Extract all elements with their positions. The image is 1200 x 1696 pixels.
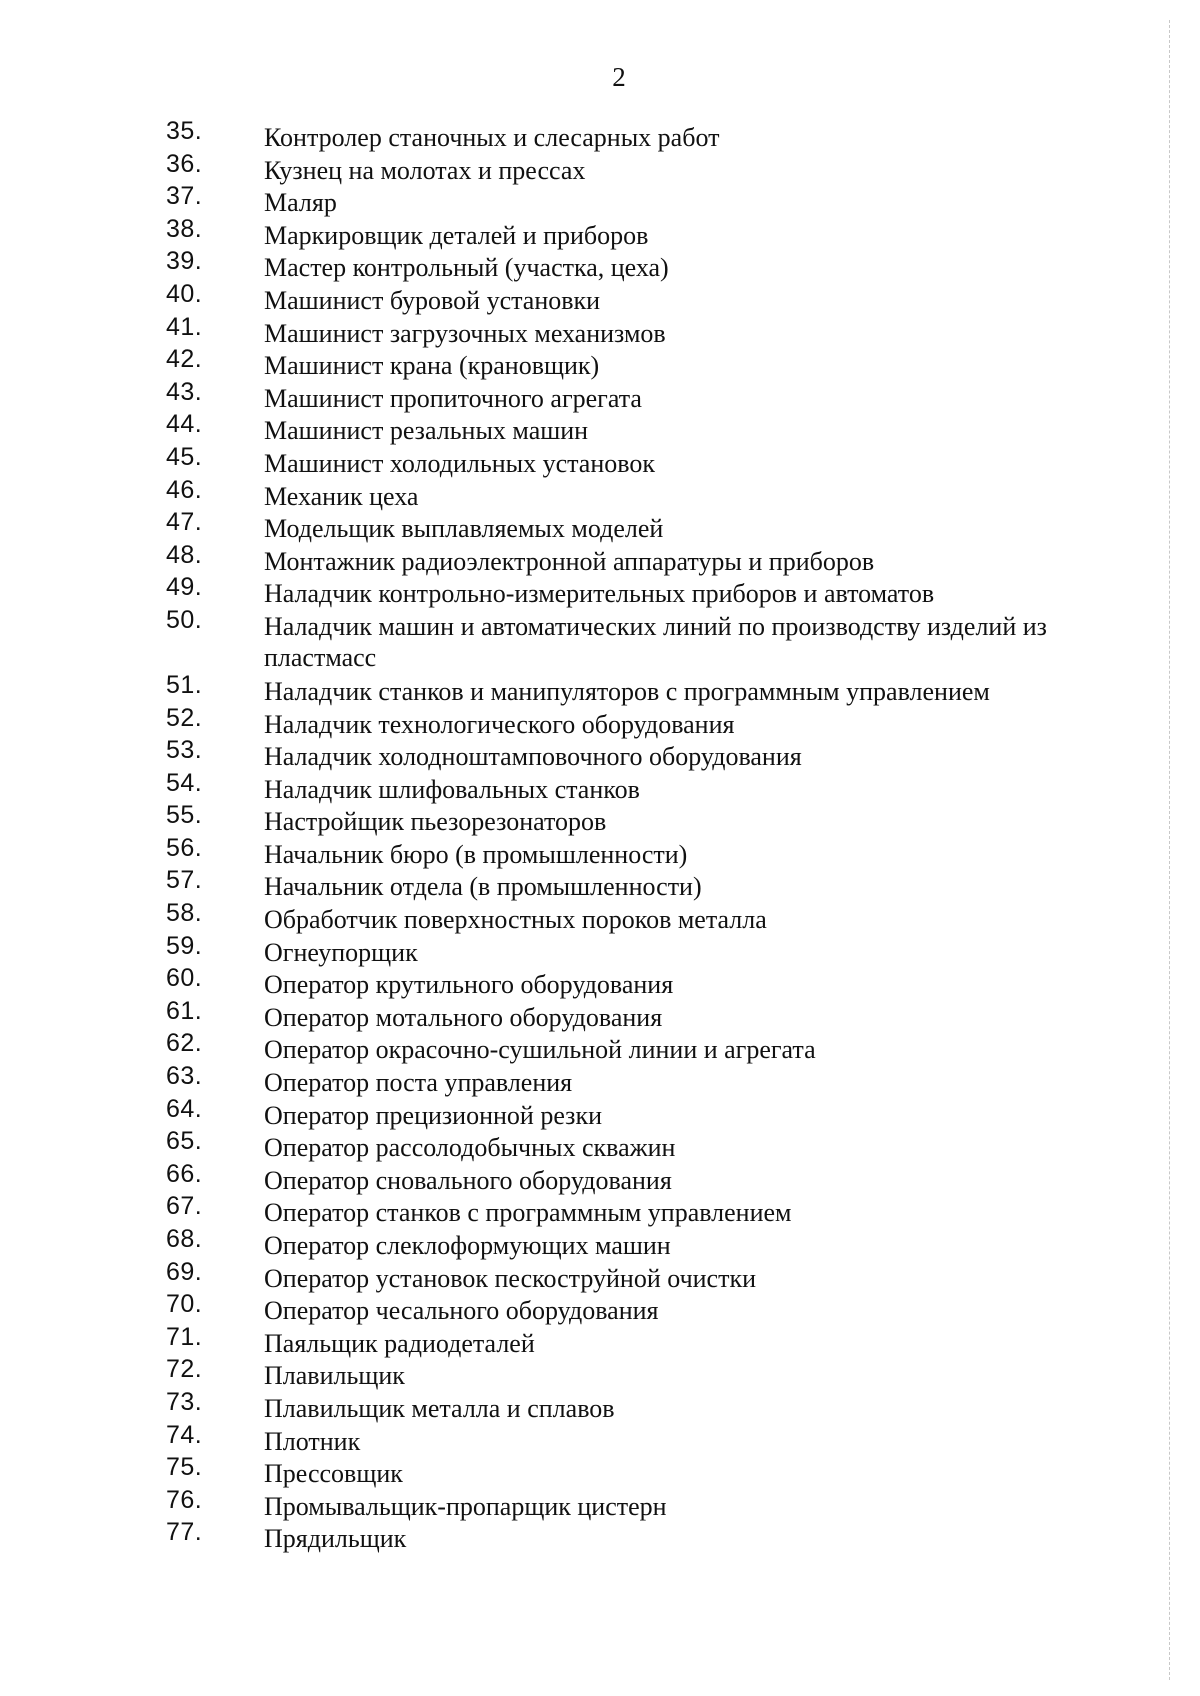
list-item-number: 52. [166,703,203,732]
list-item-number: 63. [166,1062,203,1091]
list-item-text: Наладчик шлифовальных станков [264,774,640,804]
list-item [0,118,1200,151]
list-item-number: 77. [166,1518,203,1547]
list-item [0,379,1200,412]
list-item [0,705,1200,738]
list-item [0,1128,1200,1161]
list-item [0,314,1200,347]
list-item-number: 55. [166,801,203,830]
list-item-text: Модельщик выплавляемых моделей [264,514,664,544]
page-number: 2 [612,62,626,92]
list-item-text: Оператор станков с программным управлением [264,1198,792,1228]
list-item-number: 58. [166,899,203,928]
list-item [0,867,1200,900]
list-item-number: 39. [166,247,203,276]
list-item-text: Начальник бюро (в промышленности) [264,839,688,869]
list-item-number: 41. [166,312,203,341]
list-item-number: 54. [166,768,203,797]
list-item-number: 43. [166,377,203,406]
list-item [0,737,1200,770]
list-item [0,1487,1200,1520]
list-item [0,1161,1200,1194]
list-item [0,1030,1200,1063]
list-item-text: Кузнец на молотах и прессах [264,155,586,185]
list-item-text: Оператор крутильного оборудования [264,970,674,1000]
list-item-number: 69. [166,1257,203,1286]
list-item-text: Наладчик холодноштамповочного оборудования [264,742,802,772]
list-item [0,672,1200,705]
list-item [0,411,1200,444]
list-item-number: 53. [166,736,203,765]
list-item-text: Машинист буровой установки [264,285,601,315]
list-item [0,444,1200,477]
list-item [0,1063,1200,1096]
list-item-text: Плавильщик [264,1361,405,1391]
list-item [0,1226,1200,1259]
list-item-text: Контролер станочных и слесарных работ [264,123,720,152]
list-item-text: Оператор сновального оборудования [264,1165,672,1195]
list-item-text: Оператор окрасочно-сушильной линии и агрегата [264,1035,816,1065]
list-item-number: 35. [166,117,203,145]
list-item-text: Оператор чесального оборудования [264,1296,659,1326]
list-item [0,1356,1200,1389]
list-item-number: 72. [166,1355,203,1384]
list-item-number: 60. [166,964,203,993]
list-item [0,1291,1200,1324]
list-item-number: 76. [166,1485,203,1514]
list-item [0,1259,1200,1292]
list-item-number: 56. [166,833,203,862]
list-item-text: Наладчик станков и манипуляторов с программным управлением [264,676,990,706]
list-item-text: Наладчик машин и автоматических линий по производству изделий из пластмасс [264,611,1047,672]
list-item-number: 66. [166,1159,203,1188]
list-item [0,998,1200,1031]
list-item [0,965,1200,998]
list-item-text: Монтажник радиоэлектронной аппаратуры и приборов [264,546,875,576]
list-item [0,1324,1200,1357]
list-item [0,1096,1200,1129]
list-item-number: 46. [166,475,203,504]
list-item-text: Механик цеха [264,481,419,511]
list-item [0,183,1200,216]
list-item-number: 51. [166,670,203,699]
list-item [0,900,1200,933]
list-item [0,1389,1200,1422]
list-item-text: Машинист пропиточного агрегата [264,383,642,413]
list-item-number: 37. [166,182,203,211]
list-item-number: 48. [166,540,203,569]
list-item [0,509,1200,542]
list-item-number: 67. [166,1192,203,1221]
list-item-number: 45. [166,442,203,471]
list-item-text: Мастер контрольный (участка, цеха) [264,253,669,283]
list-item-text: Наладчик контрольно-измерительных приборов и автоматов [264,579,935,609]
list-item-text: Машинист загрузочных механизмов [264,318,666,348]
list-item [0,477,1200,510]
list-item-text: Машинист холодильных установок [264,448,655,478]
list-item-text: Машинист резальных машин [264,416,589,446]
list-item-text: Наладчик технологического оборудования [264,709,735,739]
list-item-number: 64. [166,1094,203,1123]
list-item [0,542,1200,575]
list-item-text: Обработчик поверхностных пороков металла [264,905,767,935]
list-item [0,835,1200,868]
list-item-number: 70. [166,1290,203,1319]
list-item-text: Огнеупорщик [264,937,418,967]
list-item-text: Плавильщик металла и сплавов [264,1393,615,1423]
list-item [0,281,1200,314]
list-item-text: Оператор рассолодобычных скважин [264,1133,676,1163]
list-item-number: 68. [166,1225,203,1253]
list-item [0,574,1200,607]
list-item-text: Маляр [264,188,337,218]
list-item-text: Оператор поста управления [264,1068,573,1098]
list-item-text: Настройщик пьезорезонаторов [264,807,607,837]
list-item-number: 47. [166,508,203,537]
list-item-number: 65. [166,1127,203,1156]
list-item-number: 42. [166,345,203,374]
list-item-number: 61. [166,996,203,1025]
list-item [0,607,1200,672]
list-item-text: Оператор установок пескоструйной очистки [264,1263,757,1293]
list-item-number: 49. [166,573,203,602]
list-item-text: Прессовщик [264,1459,403,1489]
list-item [0,1519,1200,1552]
list-item [0,933,1200,966]
list-item-number: 38. [166,214,203,243]
list-item [0,1193,1200,1226]
list-item-number: 71. [166,1322,203,1351]
list-item [0,1454,1200,1487]
list-item-text: Оператор прецизионной резки [264,1100,602,1130]
list-item-number: 73. [166,1387,203,1416]
list-item-text: Плотник [264,1426,361,1456]
list-item [0,151,1200,184]
list-item-text: Начальник отдела (в промышленности) [264,872,702,902]
list-item [0,802,1200,835]
list-item-number: 50. [166,605,203,634]
list-item-text: Оператор слеклоформующих машин [264,1231,671,1260]
list-item [0,248,1200,281]
list-item-text: Прядильщик [264,1524,407,1554]
list-item-number: 36. [166,149,203,178]
list-item-number: 74. [166,1420,203,1449]
list-item [0,770,1200,803]
list-item [0,346,1200,379]
list-item-number: 44. [166,410,203,439]
list-item-number: 59. [166,931,203,960]
list-item [0,216,1200,249]
list-item-number: 62. [166,1029,203,1058]
list-item-number: 75. [166,1453,203,1482]
list-item-text: Машинист крана (крановщик) [264,351,600,381]
list-item [0,1422,1200,1455]
list-item-text: Промывальщик-пропарщик цистерн [264,1491,667,1521]
profession-list [0,118,1200,1552]
list-item-text: Паяльщик радиодеталей [264,1328,535,1358]
list-item-number: 40. [166,279,203,308]
list-item-text: Оператор мотального оборудования [264,1002,663,1032]
list-item-number: 57. [166,866,203,895]
list-item-text: Маркировщик деталей и приборов [264,220,649,250]
